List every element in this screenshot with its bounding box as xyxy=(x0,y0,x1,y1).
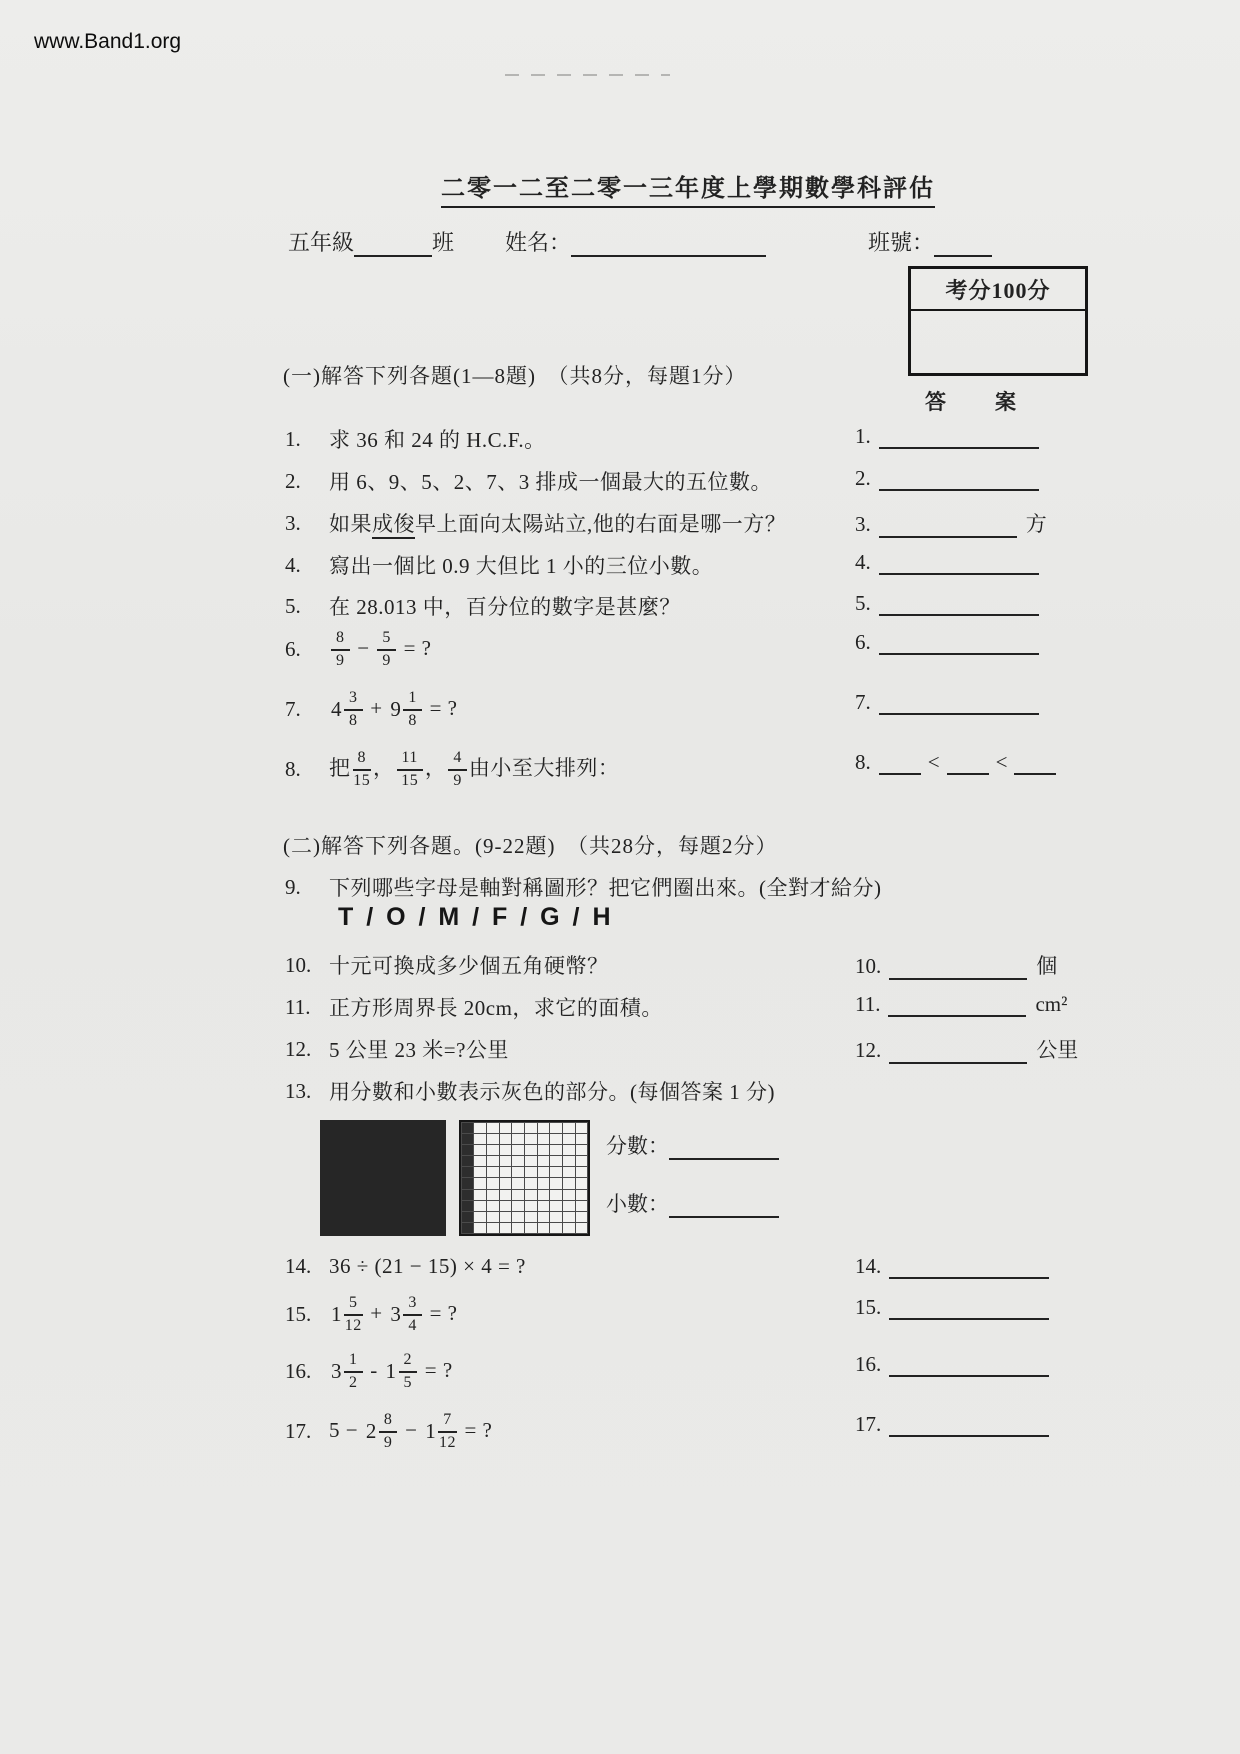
question-text-segment: 求 36 和 24 的 H.C.F.。 xyxy=(329,428,546,452)
fraction xyxy=(397,750,423,790)
question-number: 7. xyxy=(285,697,301,722)
whole-number: 4 xyxy=(331,697,342,722)
grid-cell xyxy=(511,1222,525,1234)
denominator: 5 xyxy=(403,1373,412,1391)
denominator: 4 xyxy=(408,1316,417,1334)
watermark-url: www.Band1.org xyxy=(34,30,182,53)
numerator: 3 xyxy=(403,1295,422,1316)
question-text-q6 xyxy=(285,630,432,670)
numerator: 1 xyxy=(403,690,422,711)
question-text-segment: 5 公里 23 米=?公里 xyxy=(329,1038,509,1062)
answer-unit-suffix: 個 xyxy=(1036,954,1058,978)
answer-blank xyxy=(889,1042,1027,1064)
answer-number: 8. xyxy=(855,750,871,774)
question-text-q10 xyxy=(285,950,609,980)
question-text-q16 xyxy=(285,1352,453,1392)
question-number: 15. xyxy=(285,1302,312,1327)
answer-column-header: 答 案 xyxy=(925,390,1030,414)
fraction xyxy=(344,690,363,730)
denominator: 12 xyxy=(344,1316,362,1334)
question-text-q3 xyxy=(285,508,786,538)
question-number: 13. xyxy=(285,1078,312,1103)
answer-blank xyxy=(889,1257,1049,1279)
denominator: 9 xyxy=(336,651,345,669)
numerator: 5 xyxy=(344,1295,363,1316)
answer-slot-q17 xyxy=(855,1412,1049,1437)
numerator: 2 xyxy=(399,1352,418,1373)
question-text-segment: + xyxy=(364,1300,389,1325)
answer-blank xyxy=(889,1298,1049,1320)
grid-cell xyxy=(473,1222,487,1234)
question-text-segment: − xyxy=(351,635,376,660)
answer-number: 1. xyxy=(855,424,871,448)
denominator: 15 xyxy=(401,771,419,789)
question-number: 17. xyxy=(285,1419,312,1444)
fraction xyxy=(331,630,350,670)
decimal-label: 小數： xyxy=(606,1192,669,1216)
mixed-number xyxy=(331,1295,363,1335)
answer-number: 14. xyxy=(855,1254,882,1278)
question-text-segment: 早上面向太陽站立,他的右面是哪一方？ xyxy=(415,512,787,536)
fraction-answer-blank xyxy=(669,1138,779,1160)
question-text-q12 xyxy=(285,1034,509,1064)
question-text-q15 xyxy=(285,1295,458,1335)
fraction xyxy=(403,690,422,730)
answer-number: 16. xyxy=(855,1352,882,1376)
question-body xyxy=(329,1351,453,1391)
question-body xyxy=(329,470,772,494)
answer-blank xyxy=(879,427,1039,449)
answer-blank xyxy=(879,633,1039,655)
answer-blank xyxy=(889,958,1027,980)
answer-number: 10. xyxy=(855,954,882,978)
denominator: 9 xyxy=(382,651,391,669)
answer-blank xyxy=(1014,753,1056,775)
question-text-segment: 5 − xyxy=(329,1417,364,1442)
mixed-number xyxy=(425,1412,457,1452)
question-body xyxy=(329,428,546,452)
answer-number: 2. xyxy=(855,466,871,490)
answer-number: 12. xyxy=(855,1038,882,1062)
question-text-q17 xyxy=(285,1412,492,1452)
mixed-number xyxy=(390,690,422,730)
class-number-label: 班號： xyxy=(868,230,935,255)
grid-cell xyxy=(562,1222,576,1234)
numerator: 4 xyxy=(448,750,467,771)
name-field xyxy=(505,226,766,257)
numerator: 7 xyxy=(438,1412,457,1433)
student-info-row xyxy=(288,226,1090,260)
question-body xyxy=(329,1254,526,1278)
question-text-segment: ， xyxy=(373,755,395,780)
answer-blank xyxy=(879,693,1039,715)
fraction xyxy=(331,630,350,670)
question-body xyxy=(329,629,432,669)
question-number: 14. xyxy=(285,1254,312,1278)
whole-number: 1 xyxy=(385,1359,397,1384)
answer-slot-q15 xyxy=(855,1295,1049,1320)
denominator: 8 xyxy=(349,711,358,729)
fraction xyxy=(344,1295,363,1335)
answer-slot-q12 xyxy=(855,1034,1078,1064)
question-text-segment: − xyxy=(399,1417,424,1442)
question-text-segment: 在 28.013 中，百分位的數字是甚麼？ xyxy=(329,595,681,619)
answer-blank xyxy=(879,553,1039,575)
name-label: 姓名： xyxy=(505,230,572,255)
answer-number: 7. xyxy=(855,690,871,714)
fraction-answer-field xyxy=(606,1130,779,1160)
grid-cell-shaded xyxy=(461,1222,475,1234)
numerator: 5 xyxy=(377,630,396,651)
answer-number: 11. xyxy=(855,992,881,1016)
question-number: 5. xyxy=(285,593,301,618)
class-blank xyxy=(354,235,432,257)
question-text-q4 xyxy=(285,550,713,580)
question-body xyxy=(329,1080,775,1104)
question-text-q9 xyxy=(285,872,881,902)
answer-blank xyxy=(888,995,1026,1017)
answer-number: 6. xyxy=(855,630,871,654)
answer-slot-q7 xyxy=(855,690,1039,715)
question-body xyxy=(329,689,458,729)
class-suffix: 班 xyxy=(432,230,455,255)
question-text-q13 xyxy=(285,1076,775,1106)
whole-number: 9 xyxy=(390,697,402,722)
answer-slot-q4 xyxy=(855,550,1039,575)
answer-number: 15. xyxy=(855,1295,882,1319)
question-body xyxy=(329,749,620,789)
question-text-segment: 把 xyxy=(329,755,351,780)
question-text-segment: = ? xyxy=(458,1417,493,1442)
question-body xyxy=(329,1294,458,1334)
score-box-label: 考分100分 xyxy=(911,269,1085,311)
question-text-segment: 寫出一個比 0.9 大但比 1 小的三位小數。 xyxy=(329,554,714,578)
answer-slot-q2 xyxy=(855,466,1039,491)
fraction xyxy=(448,750,467,790)
numerator: 8 xyxy=(331,630,350,651)
question-text-segment: ， xyxy=(424,755,447,780)
fraction xyxy=(438,1412,457,1452)
denominator: 9 xyxy=(453,771,462,789)
fraction xyxy=(344,1352,363,1392)
question-body xyxy=(329,954,609,978)
answer-number: 3. xyxy=(855,512,871,536)
whole-number: 1 xyxy=(425,1419,437,1444)
answer-blank xyxy=(889,1355,1049,1377)
grade-field xyxy=(288,226,454,257)
answer-slot-q8 xyxy=(855,750,1056,775)
fraction xyxy=(353,750,372,790)
fraction xyxy=(353,750,372,790)
question-body xyxy=(329,1411,493,1451)
question-body xyxy=(329,512,786,539)
whole-number: 3 xyxy=(331,1359,342,1384)
grade-label: 五年級 xyxy=(288,230,355,255)
answer-slot-q11 xyxy=(855,992,1067,1017)
numerator: 1 xyxy=(344,1352,363,1373)
question-text-segment: = ? xyxy=(397,635,432,660)
question-text-segment: 正方形周界長 20cm，求它的面積。 xyxy=(329,996,663,1020)
decimal-answer-field xyxy=(606,1188,779,1218)
answer-slot-q10 xyxy=(855,950,1057,980)
fraction xyxy=(397,750,423,790)
question-number: 3. xyxy=(285,510,301,535)
name-blank xyxy=(571,235,766,257)
fraction-label: 分數： xyxy=(606,1134,669,1158)
answer-blank xyxy=(879,753,921,775)
mixed-number xyxy=(331,1352,363,1392)
answer-blank xyxy=(879,469,1039,491)
section-1-heading: (一)解答下列各題(1—8題) （共8分，每題1分） xyxy=(283,364,747,388)
answer-number: 4. xyxy=(855,550,871,574)
question-number: 16. xyxy=(285,1359,312,1384)
exam-title: 二零一二至二零一三年度上學期數學科評估 xyxy=(441,176,935,208)
fraction xyxy=(399,1352,418,1392)
grid-cell xyxy=(575,1222,589,1234)
question-text-segment: 十元可換成多少個五角硬幣？ xyxy=(329,954,609,978)
mixed-number xyxy=(390,1295,422,1335)
hundred-grid xyxy=(459,1120,590,1236)
answer-slot-q14 xyxy=(855,1254,1049,1279)
underlined-name: 成俊 xyxy=(372,512,415,539)
numerator: 8 xyxy=(379,1412,398,1433)
question-text-segment: 36 ÷ (21 − 15) × 4 = ? xyxy=(329,1254,526,1278)
answer-slot-q3 xyxy=(855,508,1047,538)
answer-unit-suffix: 方 xyxy=(1025,512,1047,536)
fraction xyxy=(448,750,467,790)
answer-blank xyxy=(879,516,1017,538)
question-body xyxy=(329,1038,509,1062)
numerator: 8 xyxy=(353,750,372,771)
section-2-heading: (二)解答下列各題。(9-22題) （共28分，每題2分） xyxy=(283,834,778,858)
answer-slot-q16 xyxy=(855,1352,1049,1377)
question-number: 6. xyxy=(285,637,301,662)
question-body xyxy=(329,876,881,900)
question-number: 9. xyxy=(285,874,301,899)
question-number: 1. xyxy=(285,426,301,451)
question-text-segment: = ? xyxy=(419,1357,453,1382)
fraction xyxy=(379,1412,398,1452)
grid-cell xyxy=(537,1222,551,1234)
question-text-segment: 由小至大排列： xyxy=(468,755,620,780)
denominator: 15 xyxy=(353,771,371,789)
answer-number: 17. xyxy=(855,1412,882,1436)
question-text-segment: + xyxy=(364,695,389,720)
question-body xyxy=(329,996,663,1020)
denominator: 9 xyxy=(383,1433,393,1451)
answer-slot-q6 xyxy=(855,630,1039,655)
question-text-segment: = ? xyxy=(423,1300,458,1325)
question-text-segment: 下列哪些字母是軸對稱圖形？把它們圈出來。(全對才給分) xyxy=(329,876,882,900)
grid-cell xyxy=(499,1222,513,1234)
question-body xyxy=(329,554,713,578)
question-text-segment: - xyxy=(364,1357,384,1382)
mixed-number xyxy=(331,690,363,730)
question-text-q8 xyxy=(285,750,619,790)
answer-slot-q1 xyxy=(855,424,1039,449)
question-text-q2 xyxy=(285,466,772,496)
question-number: 8. xyxy=(285,757,301,782)
answer-unit-suffix: cm² xyxy=(1035,992,1068,1016)
fraction xyxy=(377,630,396,670)
whole-number: 3 xyxy=(390,1302,402,1327)
question-number: 11. xyxy=(285,994,311,1019)
answer-blank xyxy=(947,753,989,775)
question-text-q1 xyxy=(285,424,546,454)
whole-number: 1 xyxy=(331,1302,342,1327)
fraction xyxy=(377,630,396,670)
scan-artifact xyxy=(505,74,670,76)
symmetry-letters: T / O / M / F / G / H xyxy=(338,903,614,931)
mixed-number xyxy=(386,1352,418,1392)
question-number: 10. xyxy=(285,952,312,977)
exam-title-wrap xyxy=(283,168,1093,203)
denominator: 2 xyxy=(349,1373,358,1391)
question-number: 12. xyxy=(285,1036,312,1061)
answer-blank xyxy=(879,594,1039,616)
class-number-blank xyxy=(934,235,992,257)
question-text-q11 xyxy=(285,992,663,1022)
numerator: 3 xyxy=(344,690,363,711)
whole-number: 2 xyxy=(365,1419,377,1444)
numerator: 11 xyxy=(397,750,423,771)
question-text-q7 xyxy=(285,690,458,730)
grid-cell xyxy=(486,1222,500,1234)
decimal-answer-blank xyxy=(669,1196,779,1218)
grid-cell xyxy=(549,1222,563,1234)
question-text-segment: 用分數和小數表示灰色的部分。(每個答案 1 分) xyxy=(329,1080,775,1104)
denominator: 12 xyxy=(438,1433,456,1451)
class-number-field xyxy=(868,226,992,257)
question-text-q5 xyxy=(285,591,681,621)
answer-slot-q5 xyxy=(855,591,1039,616)
score-box xyxy=(908,266,1088,376)
answer-unit-suffix: 公里 xyxy=(1036,1038,1079,1062)
question-text-segment: 如果 xyxy=(329,512,372,536)
grid-cell xyxy=(524,1222,538,1234)
question-body xyxy=(329,595,681,619)
question-text-segment: = ? xyxy=(423,695,458,720)
shaded-solid-square xyxy=(320,1120,446,1236)
answer-blank xyxy=(889,1415,1049,1437)
question-number: 2. xyxy=(285,468,301,493)
question-text-segment: 用 6、9、5、2、7、3 排成一個最大的五位數。 xyxy=(329,470,772,494)
fraction xyxy=(403,1295,422,1335)
less-than-sign: < xyxy=(995,750,1008,774)
answer-number: 5. xyxy=(855,591,871,615)
denominator: 8 xyxy=(408,711,417,729)
mixed-number xyxy=(366,1412,398,1452)
question-text-q14 xyxy=(285,1254,526,1279)
less-than-sign: < xyxy=(927,750,940,774)
question-number: 4. xyxy=(285,552,301,577)
